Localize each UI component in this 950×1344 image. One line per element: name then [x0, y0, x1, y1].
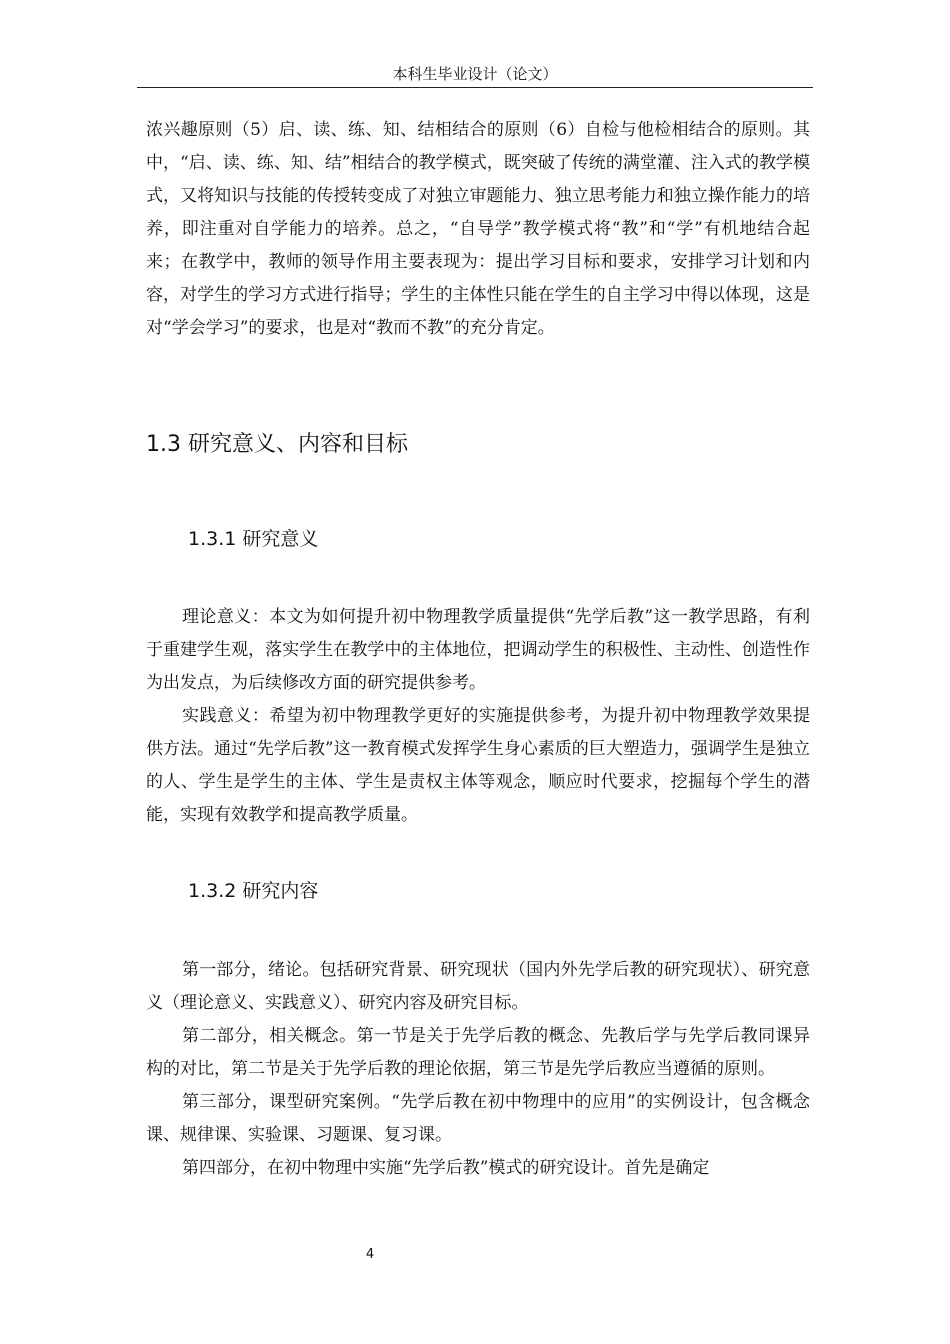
section-1-3-2-body — [146, 954, 810, 1185]
paragraph-practical-significance: 实践意义：希望为初中物理教学更好的实施提供参考，为提升初中物理教学效果提供方法。通过“先学后教”这一教育模式发挥学生身心素质的巨大塑造力，强调学生是独立的人、学生是学生的主体、学生是责权主体等观念，顺应时代要求，挖掘每个学生的潜能，实现有效教学和提高教学质量。 — [146, 706, 810, 825]
paragraph-part-two: 第二部分，相关概念。第一节是关于先学后教的概念、先教后学与先学后教同课异构的对比，第二节是关于先学后教的理论依据，第三节是先学后教应当遵循的原则。 — [146, 1026, 810, 1079]
intro-paragraph — [146, 114, 810, 345]
section-heading-1-3-1: 1.3.1 研究意义 — [188, 528, 319, 550]
page-header: 本科生毕业设计（论文） — [137, 64, 813, 88]
page-number: 4 — [365, 1247, 375, 1262]
paragraph: 浓兴趣原则（5）启、读、练、知、结相结合的原则（6）自检与他检相结合的原则。其中，“启、读、练、知、结”相结合的教学模式，既突破了传统的满堂灌、注入式的教学模式，又将知识与技能的传授转变成了对独立审题能力、独立思考能力和独立操作能力的培养，即注重对自学能力的培养。总之，“自导学”教学模式将“教”和“学”有机地结合起来；在教学中，教师的领导作用主要表现为：提出学习目标和要求，安排学习计划和内容，对学生的学习方式进行指导；学生的主体性只能在学生的自主学习中得以体现，这是对“学会学习”的要求，也是对“教而不教”的充分肯定。 — [146, 120, 810, 338]
paragraph-part-three: 第三部分，课型研究案例。“先学后教在初中物理中的应用”的实例设计，包含概念课、规律课、实验课、习题课、复习课。 — [146, 1092, 810, 1145]
section-heading-1-3: 1.3 研究意义、内容和目标 — [146, 432, 408, 457]
paragraph-part-four: 第四部分，在初中物理中实施“先学后教”模式的研究设计。首先是确定 — [182, 1158, 710, 1178]
section-heading-1-3-2: 1.3.2 研究内容 — [188, 880, 319, 902]
paragraph-part-one: 第一部分，绪论。包括研究背景、研究现状（国内外先学后教的研究现状）、研究意义（理论意义、实践意义）、研究内容及研究目标。 — [146, 960, 810, 1013]
paragraph-theory-significance: 理论意义：本文为如何提升初中物理教学质量提供“先学后教”这一教学思路，有利于重建学生观，落实学生在教学中的主体地位，把调动学生的积极性、主动性、创造性作为出发点，为后续修改方面的研究提供参考。 — [146, 607, 810, 693]
section-1-3-1-body — [146, 601, 810, 832]
